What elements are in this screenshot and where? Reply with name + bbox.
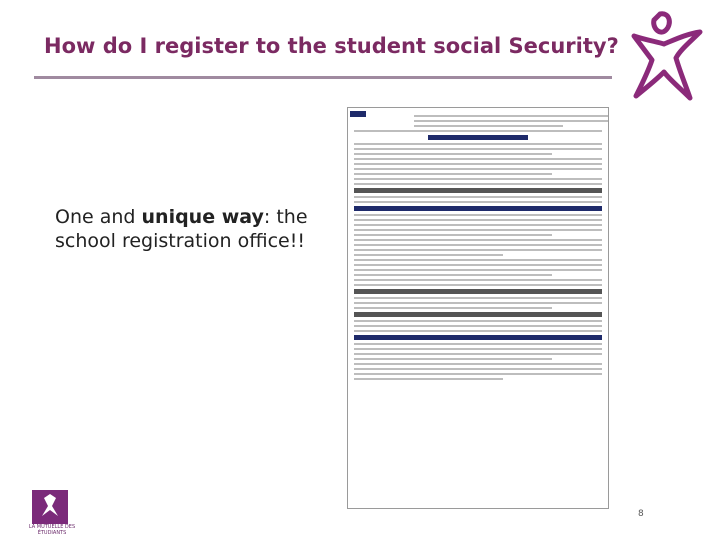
- body-suffix: : the school registration office!!: [55, 206, 308, 252]
- page-number: 8: [638, 509, 644, 519]
- body-text: [55, 205, 335, 253]
- star-person-icon: [624, 10, 706, 102]
- body-prefix: One and: [55, 206, 142, 228]
- title-rule: [34, 76, 612, 79]
- body-bold: unique way: [141, 206, 264, 228]
- footer-logo-text: LA MUTUELLE DES ÉTUDIANTS: [28, 524, 76, 536]
- registration-form-image: [347, 107, 609, 509]
- slide-title: How do I register to the student social Security?: [44, 34, 619, 58]
- form-content: [354, 112, 602, 504]
